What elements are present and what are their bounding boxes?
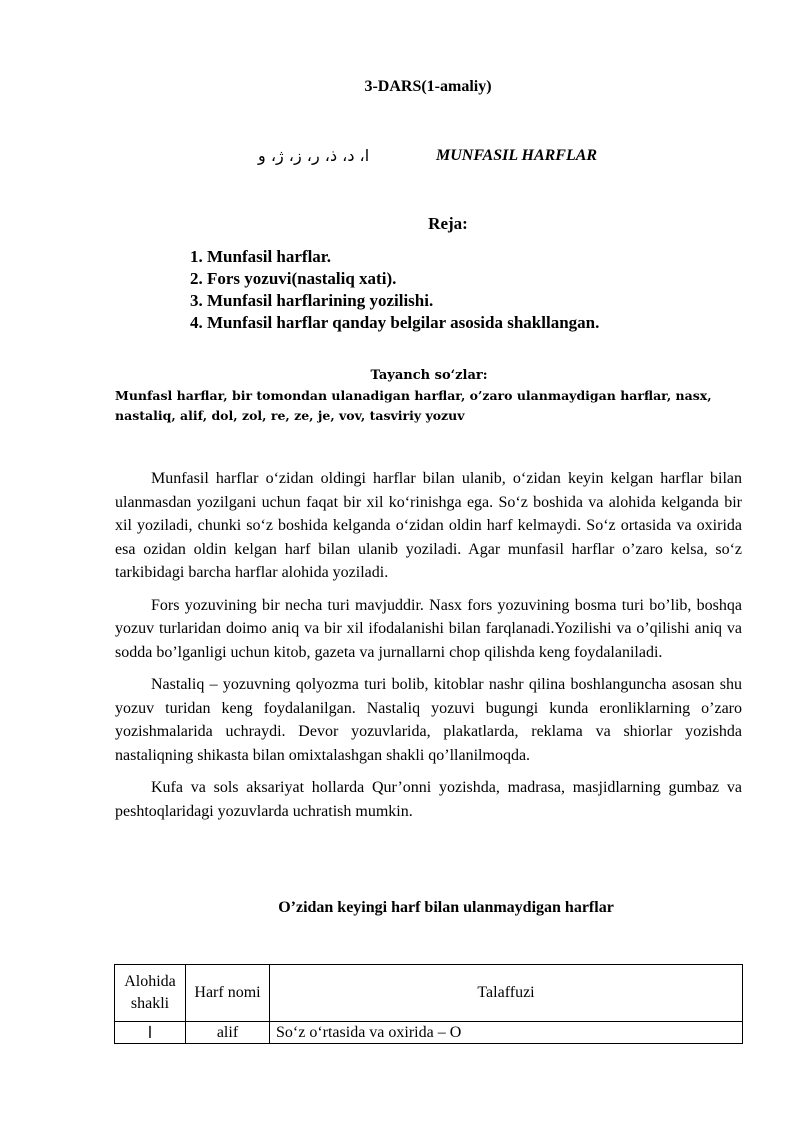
keywords-heading: Tayanch so‘zlar: [370, 368, 488, 383]
arabic-letter: د [347, 146, 355, 165]
plan-heading: Reja: [428, 214, 468, 233]
arabic-letter: ز [293, 146, 302, 165]
paragraph: Kufa va sols aksariyat hollarda Qur’onni yozishda, madrasa, masjidlarning gumbaz va peshtoqlaridagi yozuvlarda uchratish mumkin. [115, 779, 742, 820]
column-header-pronunciation: Talaffuzi [270, 965, 743, 1022]
lesson-title: 3-DARS(1-amaliy) [364, 78, 492, 95]
plan-item: 2. Fors yozuvi(nastaliq xati). [190, 269, 397, 288]
plan-item: 3. Munfasil harflarining yozilishi. [190, 291, 434, 310]
plan-item: 4. Munfasil harflar qanday belgilar asosida shakllangan. [190, 313, 600, 332]
plan-list [190, 246, 599, 334]
letter-shape-cell: ا [115, 1022, 186, 1044]
arabic-letter: و [258, 146, 266, 165]
paragraph: Munfasil harflar o‘zidan oldingi harflar bilan ulanib, o‘zidan keyin kelgan harflar bilan ulanmasdan yozilgani uchun faqat bir xil ko‘rinishga ega. So‘z boshida va alohida kelganda bir xil yoziladi, chunki so‘z boshida kelganda o‘zidan oldin harf kelmaydi. So‘z ortasida va oxirida esa ozidan oldin kelgan harf bilan ulanib yoziladi. Agar munfasil harflar o’zaro kelsa, so‘z tarkibidagi barcha harflar alohida yoziladi. [115, 470, 742, 581]
body-text [115, 467, 742, 832]
table-header-row [115, 965, 743, 1022]
paragraph: Fors yozuvining bir necha turi mavjuddir. Nasx fors yozuvining bosma turi bo’lib, boshqa yozuv turlaridan doimo aniq va bir xil ifodalanishi bilan farqlanadi.Yozilishi va o’qilishi aniq va sodda bo’lganligi uchun kitob, gazeta va jurnallarni chop qilishda keng foydalaniladi. [115, 596, 742, 661]
keywords-text: Munfasl harflar, bir tomondan ulanadigan harflar, o’zaro ulanmaydigan harflar, nasx, nastaliq, alif, dol, zol, re, ze, je, vov, tasviriy yozuv [115, 388, 712, 423]
pronunciation-cell: So‘z o‘rtasida va oxirida – O [270, 1022, 743, 1044]
plan-item: 1. Munfasil harflar. [190, 247, 332, 266]
arabic-letter-list: ا، د، ذ، ر، ز، ژ، و [258, 146, 370, 165]
arabic-letter: ژ [275, 146, 284, 165]
lesson-subtitle: MUNFASIL HARFLAR [436, 147, 598, 164]
column-header-name: Harf nomi [186, 965, 270, 1022]
paragraph: Nastaliq – yozuvning qolyozma turi bolib, kitoblar nashr qilina boshlanguncha asosan shu yozuv turidan keng foydalanilgan. Nastaliq yozuvi bugungi kunda eronliklarning o’zaro yozishmalarida uchraydi. Devor yozuvlarida, plakatlarda, reklama va shiorlar yozishda nastaliqning shikasta bilan omixtalashgan shakli qo’llanilmoqda. [115, 676, 742, 764]
arabic-letter: ا [364, 146, 370, 165]
column-header-shape: Alohida shakli [115, 965, 186, 1022]
letter-name-cell: alif [186, 1022, 270, 1044]
table-row [115, 1022, 743, 1044]
table-heading: O’zidan keyingi harf bilan ulanmaydigan harflar [278, 899, 614, 916]
letters-table [114, 964, 743, 1044]
arabic-letter: ر [311, 146, 320, 165]
arabic-letter: ذ [329, 146, 338, 165]
